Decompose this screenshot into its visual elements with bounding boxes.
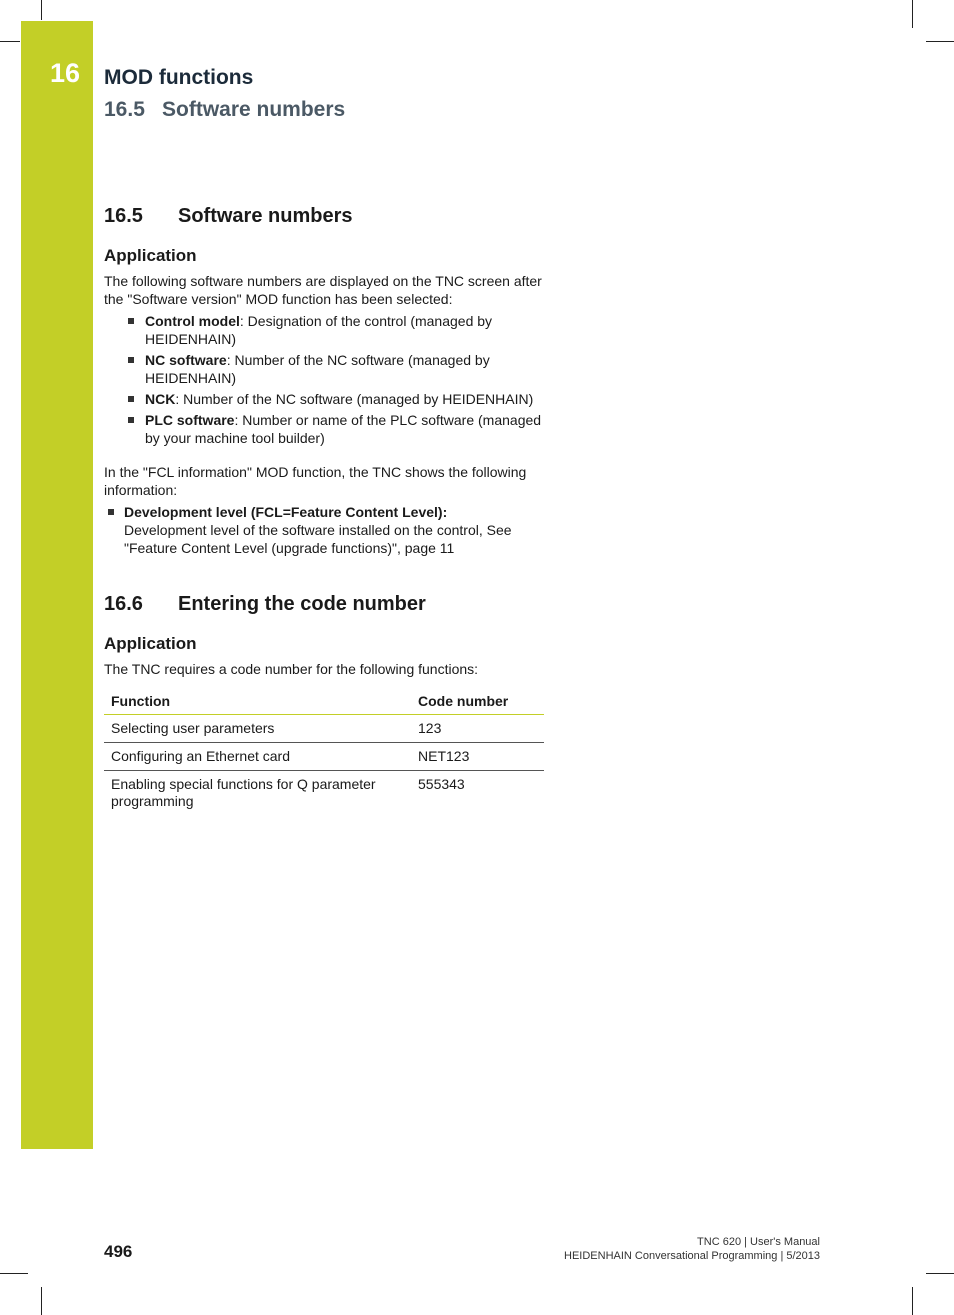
fcl-list — [104, 503, 544, 557]
list-item: Control model: Designation of the control (managed by HEIDENHAIN) — [104, 312, 544, 348]
crop-mark — [912, 0, 913, 28]
table-cell: NET123 — [411, 743, 544, 771]
table-row — [104, 715, 544, 743]
table-cell: Selecting user parameters — [104, 715, 411, 743]
page-content — [104, 205, 544, 815]
crop-mark — [41, 1287, 42, 1315]
subheading-application: Application — [104, 246, 197, 265]
crop-mark — [0, 41, 20, 42]
footer-line: TNC 620 | User's Manual — [697, 1236, 820, 1248]
running-section-title — [104, 98, 345, 122]
table-cell: Configuring an Ethernet card — [104, 743, 411, 771]
crop-mark — [926, 41, 954, 42]
crop-mark — [41, 0, 42, 20]
fcl-intro-paragraph: In the "FCL information" MOD function, the TNC shows the following information: — [104, 464, 527, 498]
crop-mark — [912, 1287, 913, 1315]
column-header: Function — [104, 688, 411, 715]
chapter-title: MOD functions — [104, 66, 254, 89]
crop-mark — [926, 1273, 954, 1274]
code-number-table — [104, 688, 544, 815]
chapter-sidebar — [21, 21, 93, 1149]
list-item: PLC software: Number or name of the PLC software (managed by your machine tool builder) — [104, 411, 544, 447]
table-header-row — [104, 688, 544, 715]
table-row — [104, 771, 544, 816]
list-item: NC software: Number of the NC software (managed by HEIDENHAIN) — [104, 351, 544, 387]
list-item: Development level (FCL=Feature Content Level): Development level of the software installed on the control, See "Feature Content Level (upgrade functions)", page 11 — [104, 503, 544, 557]
table-cell: 123 — [411, 715, 544, 743]
running-section-number: 16.5 — [104, 98, 145, 121]
column-header: Code number — [411, 688, 544, 715]
section-heading-16-5: 16.5 Software numbers — [104, 205, 353, 227]
subheading-application: Application — [104, 634, 197, 653]
intro-paragraph: The following software numbers are displayed on the TNC screen after the "Software version" MOD function has been selected: — [104, 273, 542, 307]
chapter-number: 16 — [50, 58, 81, 88]
table-cell: Enabling special functions for Q parameter programming — [111, 776, 376, 809]
crop-mark — [0, 1273, 28, 1274]
footer-info — [564, 1235, 820, 1263]
list-item: NCK: Number of the NC software (managed by HEIDENHAIN) — [104, 390, 544, 408]
table-row — [104, 743, 544, 771]
software-list — [104, 312, 544, 447]
section-heading-16-6: 16.6 Entering the code number — [104, 593, 426, 615]
running-section-name: Software numbers — [162, 98, 346, 121]
page-number: 496 — [104, 1242, 133, 1261]
footer-line: HEIDENHAIN Conversational Programming | 5/2013 — [564, 1250, 820, 1262]
intro-paragraph: The TNC requires a code number for the following functions: — [104, 661, 479, 677]
table-cell: 555343 — [418, 776, 465, 792]
